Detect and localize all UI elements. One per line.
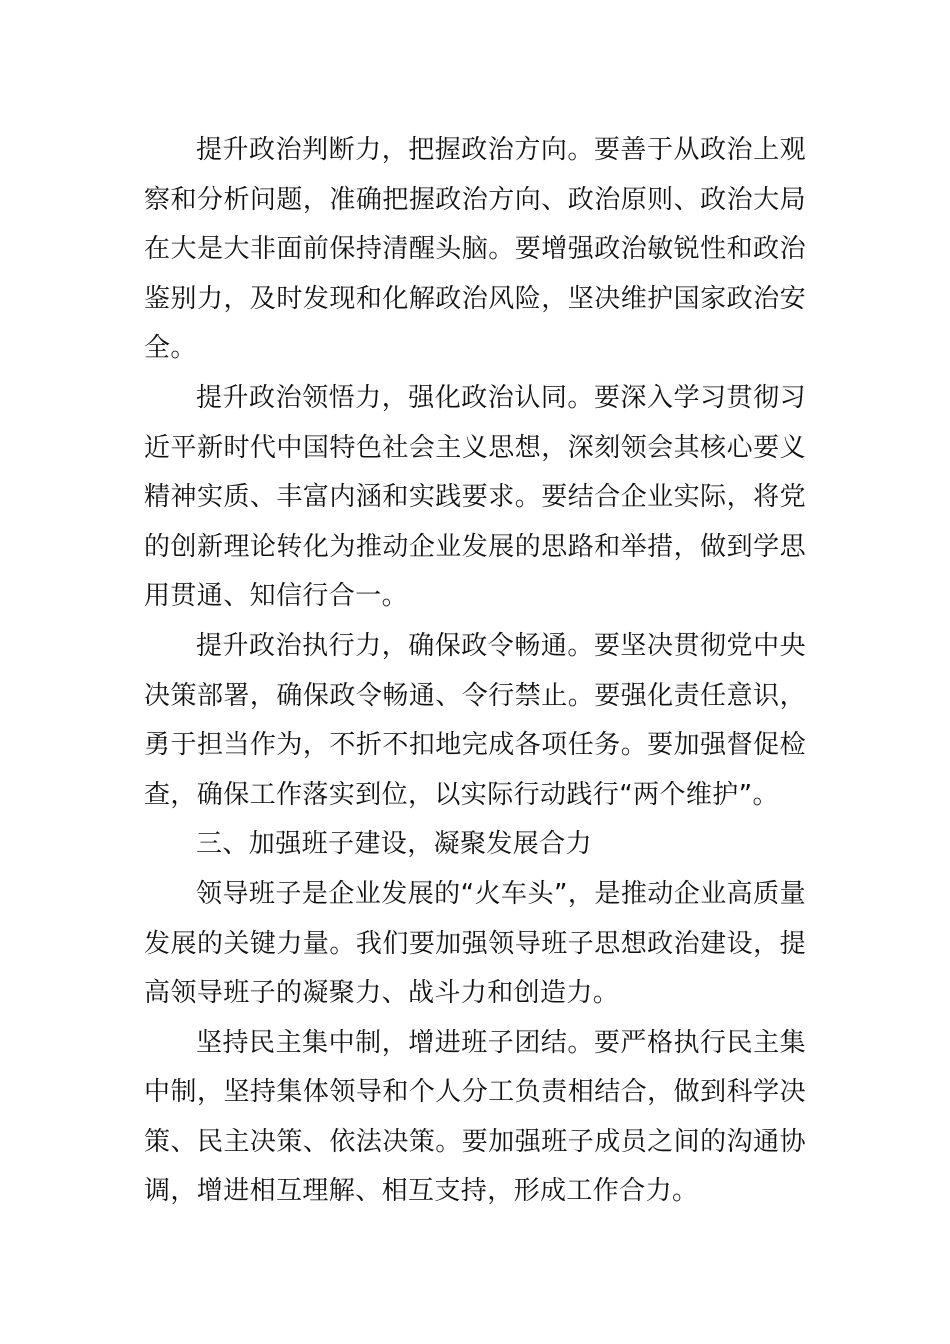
paragraph-democratic-centralism: 坚持民主集中制，增进班子团结。要严格执行民主集中制，坚持集体领导和个人分工负责相结合，做到科学决策、民主决策、依法决策。要加强班子成员之间的沟通协调，增进相互理解、相互支持，形成工作合力。 <box>144 1027 806 1207</box>
section-heading-team-building: 三、加强班子建设，凝聚发展合力 <box>196 829 593 860</box>
document-body <box>144 126 806 1217</box>
paragraph-political-understanding: 提升政治领悟力，强化政治认同。要深入学习贯彻习近平新时代中国特色社会主义思想，深刻领会其核心要义精神实质、丰富内涵和实践要求。要结合企业实际，将党的创新理论转化为推动企业发展的思路和举措，做到学思用贯通、知信行合一。 <box>144 382 806 612</box>
paragraph-leadership-team: 领导班子是企业发展的“火车头”，是推动企业高质量发展的关键力量。我们要加强领导班子思想政治建设，提高领导班子的凝聚力、战斗力和创造力。 <box>144 878 806 1009</box>
paragraph-political-execution: 提升政治执行力，确保政令畅通。要坚决贯彻党中央决策部署，确保政令畅通、令行禁止。要强化责任意识，勇于担当作为，不折不扣地完成各项任务。要加强督促检查，确保工作落实到位，以实际行动践行“两个维护”。 <box>144 630 806 810</box>
paragraph-political-judgment: 提升政治判断力，把握政治方向。要善于从政治上观察和分析问题，准确把握政治方向、政治原则、政治大局在大是大非面前保持清醒头脑。要增强政治敏锐性和政治鉴别力，及时发现和化解政治风险，坚决维护国家政治安全。 <box>144 135 806 364</box>
